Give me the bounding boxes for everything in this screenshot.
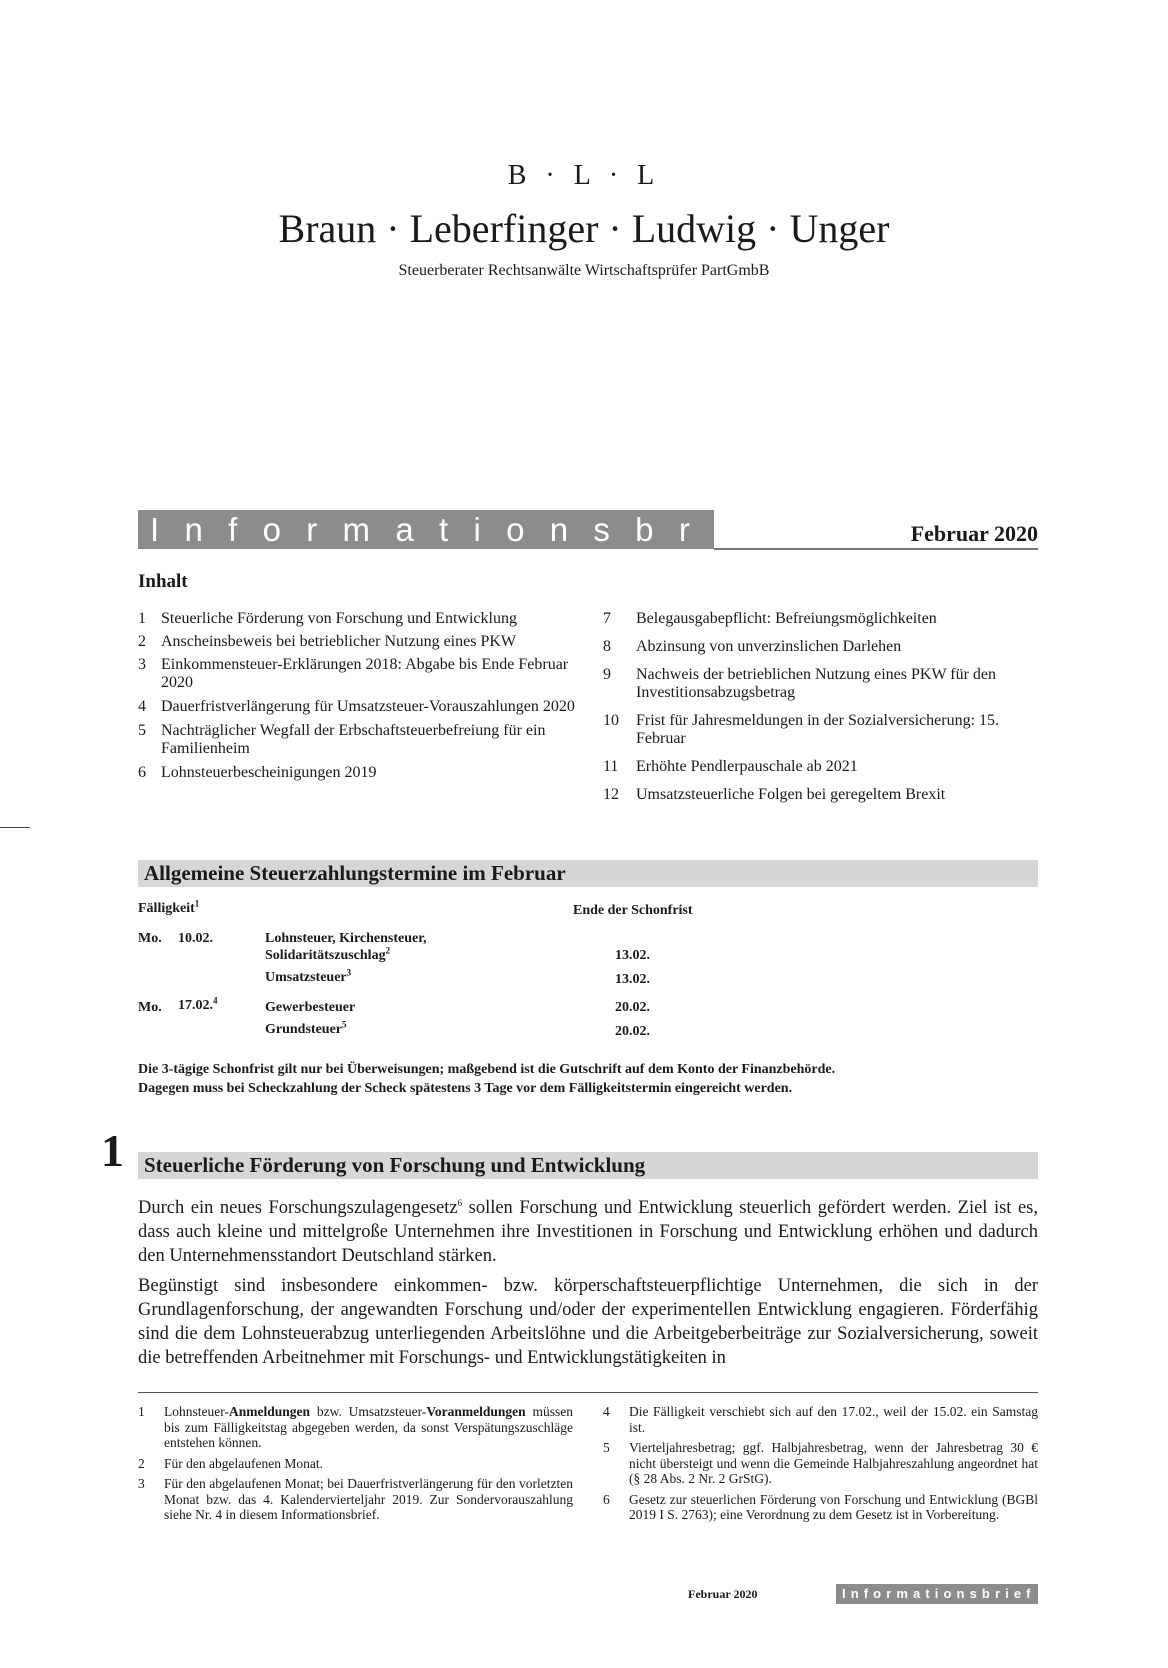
footnote-number: 4 [603, 1404, 610, 1419]
footnote-number: 5 [603, 1440, 610, 1455]
contents-item[interactable] [138, 698, 578, 716]
footnote-text: Vierteljahresbetrag; ggf. Halbjahresbetrag, wenn der Jahresbetrag 30 € nicht übersteigt und wenn die Gemeinde Halbjahreszahlung angeordnet hat (§ 28 Abs. 2 Nr. 2 GrStG). [629, 1440, 1038, 1486]
schedule-note [138, 1060, 1038, 1098]
schedule-tax-name: Grundsteuer [265, 1022, 342, 1037]
contents-item-title: Belegausgabepflicht: Befreiungsmöglichkeiten [636, 610, 937, 627]
footnote-ref[interactable]: 3 [346, 967, 352, 978]
footnote [603, 1404, 1038, 1435]
footnote-text-part: müssen bis zum Fälligkeitstag abgegeben werden, da sonst Verspätungszuschläge entstehen können. [164, 1404, 573, 1450]
contents-item-number: 6 [138, 764, 146, 781]
contents-item[interactable] [138, 722, 578, 758]
firm-name: Braun · Leberfinger · Ludwig · Unger [278, 206, 890, 251]
contents-item[interactable] [138, 610, 578, 628]
footnotes-right [603, 1404, 1038, 1528]
contents-item-title: Steuerliche Förderung von Forschung und Entwicklung [161, 610, 517, 627]
schedule-tax [265, 1021, 347, 1038]
footnote [138, 1404, 573, 1451]
contents-list-left [138, 610, 578, 782]
schedule-heading: Allgemeine Steuerzahlungstermine im Februar [138, 860, 1038, 887]
contents-item-title: Umsatzsteuerliche Folgen bei geregeltem Brexit [636, 786, 946, 803]
contents-item-title: Erhöhte Pendlerpauschale ab 2021 [636, 758, 858, 775]
contents-item-title: Nachträglicher Wegfall der Erbschaftsteuerbefreiung für ein Familienheim [161, 722, 546, 757]
contents-item-number: 3 [138, 656, 146, 673]
footnote-text: Für den abgelaufenen Monat; bei Dauerfristverlängerung für den vorletzten Monat bzw. das 4. Kalendervierteljahr 2019. Zur Sondervorauszahlung siehe Nr. 4 in diesem Informationsbrief. [164, 1476, 573, 1522]
masthead-rule [714, 548, 1038, 550]
schedule-col-due [138, 900, 199, 917]
contents-item-title: Abzinsung von unverzinslichen Darlehen [636, 638, 902, 655]
schedule-note-line: Dagegen muss bei Scheckzahlung der Scheck spätestens 3 Tage vor dem Fälligkeitstermin eingereicht werden. [138, 1081, 793, 1096]
contents-item[interactable] [603, 786, 1043, 804]
footnote-ref[interactable]: 6 [457, 1197, 463, 1208]
contents-item-number: 2 [138, 633, 146, 650]
footnote-emphasis: Anmeldungen [228, 1404, 310, 1419]
body-text: sollen Forschung und Entwicklung steuerlich gefördert werden. Ziel ist es, dass auch kleine und mittelgroße Unternehmen ihre Investitionen in Forschung und Entwicklung erhöhen und dadurch den Unternehmensstandort Deutschland stärken. [138, 1198, 1038, 1266]
footnote [603, 1492, 1038, 1523]
publication-banner: Informationsbrief [138, 510, 714, 549]
contents-item-title: Frist für Jahresmeldungen in der Sozialversicherung: 15. Februar [636, 712, 1000, 747]
contents-item-number: 8 [603, 638, 611, 655]
contents-heading: Inhalt [138, 571, 188, 592]
footnote-emphasis: Voranmeldungen [426, 1404, 526, 1419]
schedule-date-value: 17.02. [178, 998, 213, 1013]
contents-item[interactable] [603, 610, 1043, 628]
footnote-ref[interactable]: 1 [194, 898, 200, 909]
contents-item-number: 9 [603, 666, 611, 683]
contents-item[interactable] [603, 638, 1043, 656]
schedule-grace-date: 13.02. [615, 948, 650, 963]
footnote-rule [138, 1392, 1038, 1393]
contents-item-number: 4 [138, 698, 146, 715]
contents-item[interactable] [603, 666, 1043, 702]
footnote-text: Gesetz zur steuerlichen Förderung von Forschung und Entwicklung (BGBl 2019 I S. 2763); eine Verordnung zu dem Gesetz ist in Vorbereitung. [629, 1491, 1038, 1522]
footnote [138, 1456, 573, 1472]
schedule-day: Mo. [138, 1000, 162, 1015]
contents-item[interactable] [603, 712, 1043, 748]
footnotes-left [138, 1404, 573, 1528]
footer-issue-date: Februar 2020 [688, 1587, 758, 1601]
schedule-grace-date: 20.02. [615, 1024, 650, 1039]
footer-publication-banner: Informationsbrief [836, 1584, 1038, 1604]
schedule-col-due-label: Fälligkeit [138, 901, 195, 916]
footnote-text-part: bzw. Umsatzsteuer- [310, 1404, 427, 1419]
footnote-number: 2 [138, 1455, 145, 1471]
footnote-text: Die Fälligkeit verschiebt sich auf den 17.02., weil der 15.02. ein Samstag ist. [629, 1404, 1038, 1435]
schedule-grace-date: 20.02. [615, 1000, 650, 1015]
footnote-text-part: Lohnsteuer- [164, 1404, 229, 1419]
contents-item-title: Lohnsteuerbescheinigungen 2019 [161, 764, 377, 781]
schedule-col-grace: Ende der Schonfrist [573, 903, 693, 918]
contents-list-right [603, 610, 1043, 804]
footnote-ref[interactable]: 5 [342, 1019, 347, 1030]
contents-item[interactable] [138, 764, 578, 782]
schedule-grace-date: 13.02. [615, 972, 650, 987]
footnote [603, 1440, 1038, 1487]
footnote [138, 1476, 573, 1523]
contents-item-number: 12 [603, 786, 619, 803]
firm-monogram: B · L · L [507, 160, 661, 191]
contents-item-number: 1 [138, 610, 146, 627]
firm-subtitle: Steuerberater Rechtsanwälte Wirtschaftsprüfer PartGmbB [398, 262, 770, 279]
schedule-tax-name: Umsatzsteuer [265, 970, 347, 985]
footnote-number: 1 [138, 1404, 145, 1419]
contents-item-number: 5 [138, 722, 146, 739]
contents-item[interactable] [138, 633, 578, 651]
footnote-number: 3 [138, 1476, 145, 1491]
contents-item-number: 10 [603, 712, 619, 729]
schedule-tax-line2: Solidaritätszuschlag [265, 948, 386, 963]
footnote-text: Für den abgelaufenen Monat. [164, 1455, 323, 1471]
body-paragraph [138, 1196, 1038, 1268]
body-text: Durch ein neues Forschungszulagengesetz [138, 1198, 458, 1218]
contents-item-number: 11 [603, 758, 619, 775]
contents-item-title: Einkommensteuer-Erklärungen 2018: Abgabe bis Ende Februar 2020 [161, 656, 569, 691]
issue-date: Februar 2020 [910, 521, 1038, 546]
section-body [138, 1196, 1038, 1370]
schedule-tax: Gewerbesteuer [265, 1000, 356, 1015]
schedule-date [178, 997, 218, 1014]
schedule-tax [265, 969, 351, 986]
footnote-number: 6 [603, 1491, 610, 1507]
schedule-tax [265, 930, 427, 964]
contents-item-title: Dauerfristverlängerung für Umsatzsteuer-Vorauszahlungen 2020 [161, 698, 575, 715]
schedule-date: 10.02. [178, 931, 213, 946]
contents-item-title: Nachweis der betrieblichen Nutzung eines PKW für den Investitionsabzugsbetrag [636, 666, 997, 701]
footnote-text [164, 1404, 573, 1451]
body-paragraph: Begünstigt sind insbesondere einkommen- bzw. körperschaftsteuerpflichtige Unternehmen, die sich in der Grundlagenforschung, der angewandten Forschung und/oder der experimentellen Entwicklung engagieren. Förderfähig sind die dem Lohnsteuerabzug unterliegenden Arbeitslöhne und die Arbeitgeberbeiträge zur Sozialversicherung, soweit die betreffenden Arbeitnehmer mit Forschungs- und Entwicklungstätigkeiten in [138, 1276, 1038, 1368]
section-number: 1 [101, 1125, 124, 1176]
contents-item-number: 7 [603, 610, 611, 627]
schedule-note-line: Die 3-tägige Schonfrist gilt nur bei Überweisungen; maßgebend ist die Gutschrift auf dem Konto der Finanzbehörde. [138, 1062, 836, 1077]
fold-mark [0, 827, 30, 828]
contents-item-title: Anscheinsbeweis bei betrieblicher Nutzung eines PKW [161, 633, 517, 650]
contents-item[interactable] [138, 656, 578, 692]
contents-item[interactable] [603, 758, 1043, 776]
footnote-ref[interactable]: 2 [385, 945, 391, 956]
schedule-day: Mo. [138, 931, 162, 946]
section-title: Steuerliche Förderung von Forschung und Entwicklung [138, 1152, 1038, 1179]
footnote-ref[interactable]: 4 [213, 995, 218, 1006]
schedule-tax-line1: Lohnsteuer, Kirchensteuer, [265, 931, 427, 946]
